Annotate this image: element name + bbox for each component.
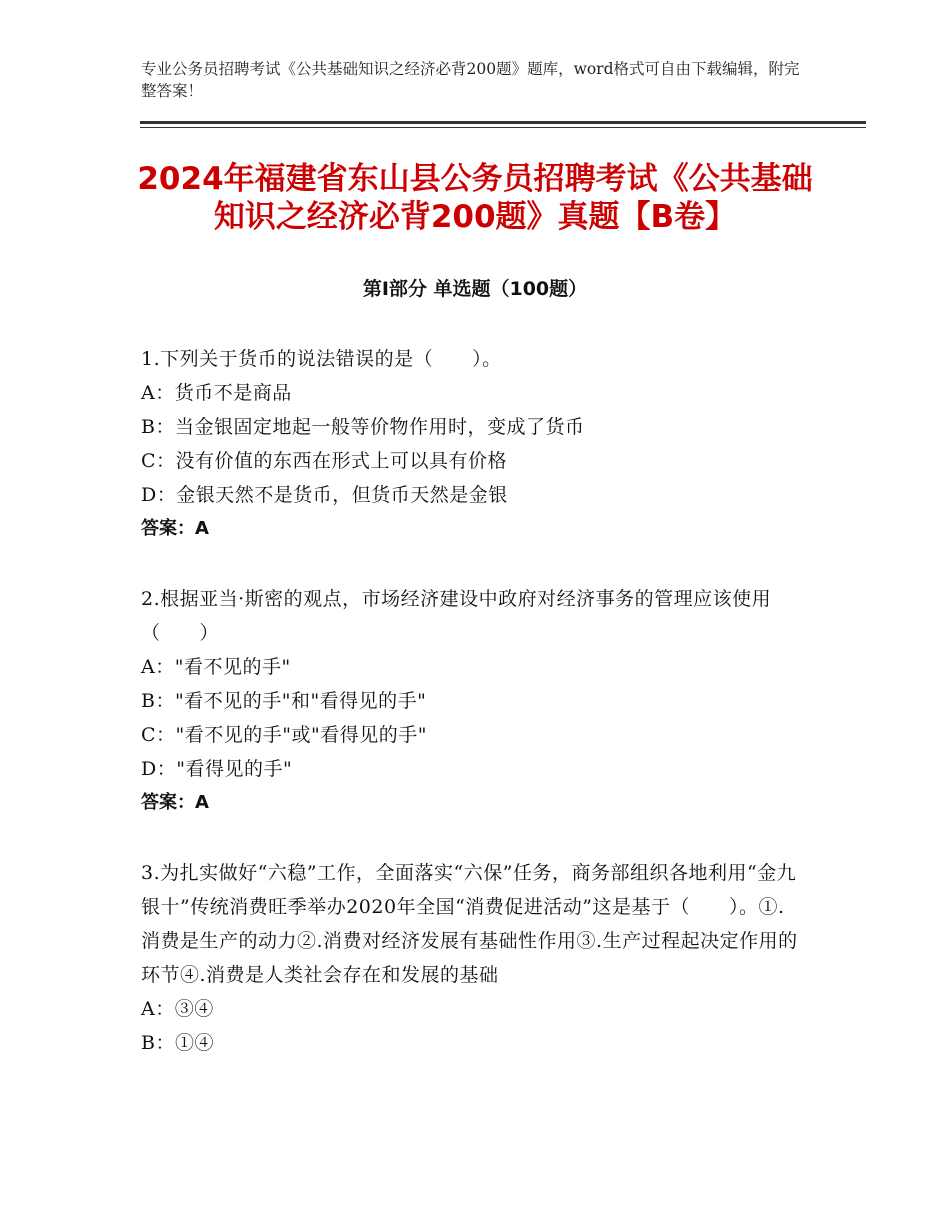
option-c: C："看不见的手"或"看得见的手" <box>141 724 427 746</box>
section-title: 第Ⅰ部分 单选题（100题） <box>362 278 588 300</box>
option-a: A：③④ <box>141 998 214 1020</box>
question-stem: 1.下列关于货币的说法错误的是（ ）。 <box>141 348 502 370</box>
option-b: B：当金银固定地起一般等价物作用时，变成了货币 <box>141 416 585 438</box>
option-b: B：①④ <box>141 1032 214 1054</box>
answer-line: 答案：A <box>141 518 209 539</box>
question-stem: 2.根据亚当·斯密的观点，市场经济建设中政府对经济事务的管理应该使用（ ） <box>141 588 772 644</box>
header-note: 专业公务员招聘考试《公共基础知识之经济必背200题》题库，word格式可自由下载编辑，附完整答案！ <box>141 60 800 100</box>
option-a: A："看不见的手" <box>141 656 291 678</box>
question-2 <box>141 582 801 820</box>
header-rule-thin <box>140 127 866 128</box>
option-b: B："看不见的手"和"看得见的手" <box>141 690 427 712</box>
question-1 <box>141 342 801 546</box>
option-a: A：货币不是商品 <box>141 382 292 404</box>
question-3 <box>141 856 801 1060</box>
question-stem: 3.为扎实做好“六稳”工作，全面落实“六保”任务，商务部组织各地利用“金九银十”传统消费旺季举办2020年全国“消费促进活动”这是基于（ ）。①.消费是生产的动力②.消费对经济发展有基础性作用③.生产过程起决定作用的环节④.消费是人类社会存在和发展的基础 <box>141 862 798 986</box>
question-list <box>141 342 801 1096</box>
option-c: C：没有价值的东西在形式上可以具有价格 <box>141 450 508 472</box>
header-rule-thick <box>140 121 866 124</box>
answer-line: 答案：A <box>141 792 209 813</box>
document-title: 2024年福建省东山县公务员招聘考试《公共基础知识之经济必背200题》真题【B卷】 <box>137 161 813 235</box>
option-d: D：金银天然不是货币，但货币天然是金银 <box>141 484 508 506</box>
option-d: D："看得见的手" <box>141 758 293 780</box>
